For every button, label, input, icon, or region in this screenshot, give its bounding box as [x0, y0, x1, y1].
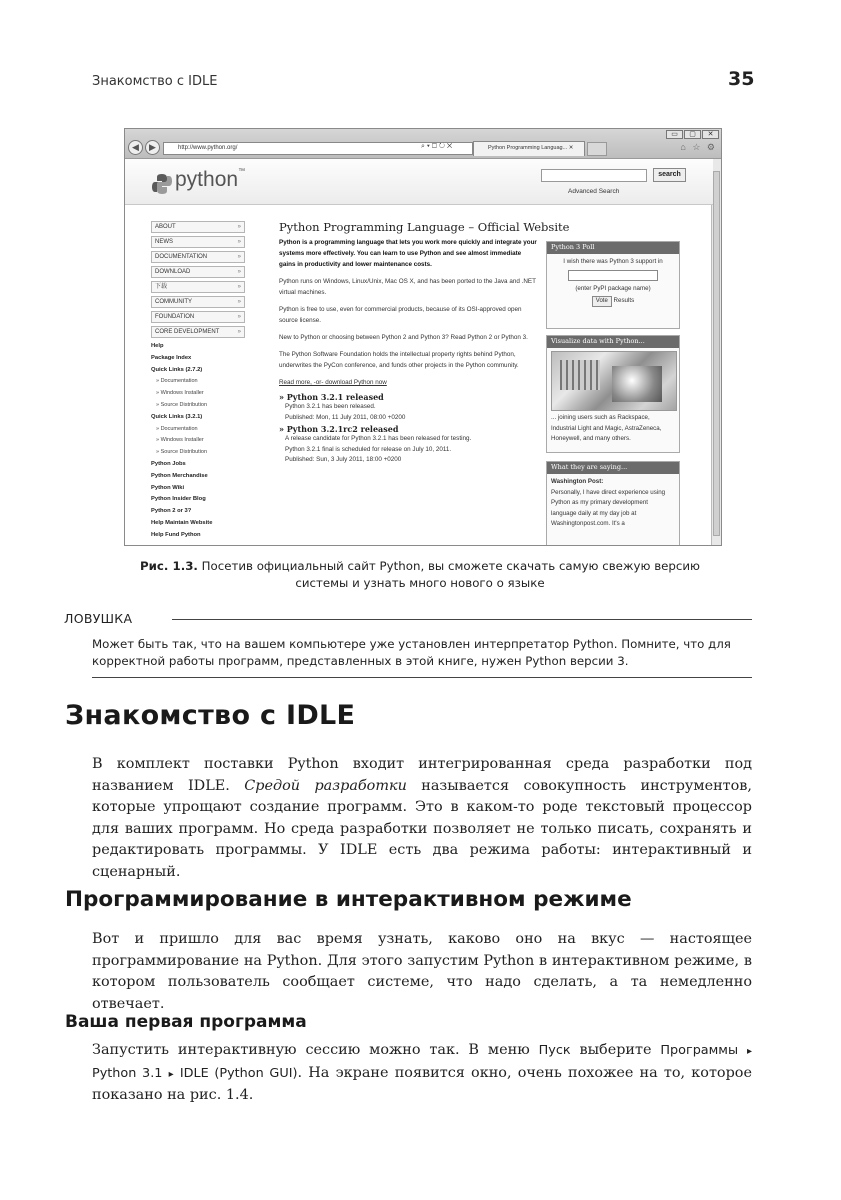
- nav-link[interactable]: Help Maintain Website: [151, 519, 213, 526]
- news-line: A release candidate for Python 3.2.1 has been released for testing.: [285, 435, 472, 442]
- forward-arrow-icon[interactable]: ▶: [145, 140, 160, 155]
- nav-box-label: 下载: [155, 284, 168, 290]
- nav-box-item[interactable]: [151, 221, 245, 233]
- nav-link[interactable]: Python 2 or 3?: [151, 508, 192, 515]
- vote-button[interactable]: Vote: [592, 296, 612, 307]
- nav-box-item[interactable]: [151, 311, 245, 323]
- address-controls[interactable]: ⌕ ▾ ▢ ↻ ✕: [421, 143, 453, 150]
- section-heading: Знакомство с IDLE: [65, 700, 356, 731]
- chevron-right-icon: »: [237, 269, 241, 275]
- nav-box-label: FOUNDATION: [155, 314, 195, 320]
- close-window-button[interactable]: ✕: [702, 130, 719, 139]
- python-logo-text[interactable]: [175, 168, 245, 192]
- menu-arrow-icon: ▸: [168, 1068, 174, 1080]
- figure-caption: [130, 558, 710, 592]
- chevron-right-icon: »: [237, 284, 241, 290]
- nav-link[interactable]: Python Wiki: [151, 484, 185, 491]
- news-line: Python 3.2.1 has been released.: [285, 403, 376, 410]
- advanced-search-link[interactable]: Advanced Search: [568, 188, 620, 195]
- poll-title: Python 3 Poll: [547, 242, 679, 254]
- caption-text: Посетив официальный сайт Python, вы сможете скачать самую свежую версию системы и узнать много нового о языке: [201, 559, 700, 590]
- address-bar[interactable]: http://www.python.org/: [163, 142, 473, 155]
- saying-text: Personally, I have direct experience using Python as my primary development language daily at my day job at Washingtonpost.com. It's a: [551, 488, 666, 527]
- maximize-button[interactable]: ▢: [684, 130, 701, 139]
- site-search-button[interactable]: search: [653, 168, 686, 182]
- browser-chrome: [125, 129, 722, 159]
- poll-input[interactable]: [568, 270, 658, 281]
- news-line: Published: Mon, 11 July 2011, 08:00 +0200: [285, 413, 406, 421]
- news-item: [279, 424, 537, 466]
- chevron-right-icon: »: [237, 239, 241, 245]
- page-number: 35: [728, 68, 755, 90]
- nav-box-label: ABOUT: [155, 224, 176, 230]
- para-text: называется совокупность инструментов, которые упрощают создание программ. Это в каком-то роде текстовый процессор для ваших программ. Но среда разработки позволяет не только писать, сохранять и редактировать программы. У IDLE есть два режима работы: интерактивный и сценарный.: [92, 777, 752, 880]
- nav-box-item[interactable]: [151, 326, 245, 338]
- nav-box-label: DOCUMENTATION: [155, 254, 208, 260]
- read-more-link[interactable]: Read more, -or- download Python now: [279, 379, 387, 386]
- site-left-nav: [151, 221, 245, 542]
- site-search-input[interactable]: [541, 169, 647, 182]
- news-line: Python 3.2.1 final is scheduled for release on July 10, 2011.: [285, 445, 452, 453]
- poll-question: I wish there was Python 3 support in: [563, 258, 663, 265]
- results-link[interactable]: Results: [613, 297, 635, 304]
- news-title[interactable]: » Python 3.2.1rc2 released: [279, 424, 399, 434]
- nav-box-label: DOWNLOAD: [155, 269, 191, 275]
- para-text: . На экране появится окно, очень похожее на то, которое показано на рис. 1.4.: [92, 1064, 752, 1103]
- para-emphasis: Средой разработки: [244, 777, 407, 794]
- visualize-text: ... joining users such as Rackspace, Industrial Light and Magic, AstraZeneca, Honeywell, and many others.: [551, 414, 662, 442]
- menu-term-python: Python 3.1: [92, 1065, 163, 1081]
- menu-term-start: Пуск: [538, 1043, 571, 1058]
- nav-link[interactable]: » Documentation: [156, 425, 198, 432]
- nav-box-item[interactable]: [151, 281, 245, 293]
- first-program-paragraph: [92, 1040, 752, 1107]
- chevron-right-icon: »: [237, 254, 241, 260]
- minimize-button[interactable]: ▭: [666, 130, 683, 139]
- news-line: Published: Sun, 3 July 2011, 18:00 +0200: [285, 456, 402, 463]
- site-paragraph: Python is free to use, even for commercial products, because of its OSI-approved open source license.: [279, 306, 522, 324]
- nav-box-label: COMMUNITY: [155, 299, 192, 305]
- site-main-column: [279, 237, 537, 466]
- site-main-title: Python Programming Language – Official Website: [279, 220, 570, 234]
- para-text: В комплект поставки Python входит интегрированная среда разработки под названием IDLE.: [92, 756, 752, 794]
- nav-link[interactable]: Python Jobs: [151, 460, 186, 467]
- chevron-right-icon: »: [237, 224, 241, 230]
- nav-box-item[interactable]: [151, 251, 245, 263]
- nav-link[interactable]: » Documentation: [156, 378, 198, 385]
- nav-box-item[interactable]: [151, 266, 245, 278]
- nav-link[interactable]: » Source Distribution: [156, 401, 208, 408]
- visualize-widget: [546, 335, 680, 453]
- visualization-image[interactable]: [551, 351, 677, 411]
- caption-label: Рис. 1.3.: [140, 559, 198, 573]
- subsection-heading: Программирование в интерактивном режиме: [65, 887, 632, 912]
- site-paragraph: Python runs on Windows, Linux/Unix, Mac OS X, and has been ported to the Java and .NET virtual machines.: [279, 278, 536, 296]
- saying-source: Washington Post:: [551, 478, 604, 485]
- logo-tm: ™: [238, 168, 246, 175]
- saying-title: What they are saying...: [547, 462, 679, 474]
- site-header: [125, 159, 713, 205]
- running-header-title: Знакомство с IDLE: [92, 74, 218, 89]
- nav-link[interactable]: Quick Links (3.2.1): [151, 413, 203, 420]
- news-item: [279, 392, 537, 423]
- chevron-right-icon: »: [237, 299, 241, 305]
- site-paragraph: The Python Software Foundation holds the intellectual property rights behind Python, underwrites the PyCon conference, and funds other projects in the Python community.: [279, 351, 519, 369]
- nav-link[interactable]: Python Insider Blog: [151, 496, 206, 503]
- poll-widget: [546, 241, 680, 329]
- menu-arrow-icon: ▸: [746, 1046, 752, 1057]
- nav-link[interactable]: Package Index: [151, 354, 192, 361]
- nav-link[interactable]: » Source Distribution: [156, 449, 208, 456]
- python-logo-icon: [151, 173, 173, 195]
- trap-divider-top: [172, 619, 752, 620]
- nav-link[interactable]: Python Merchandise: [151, 472, 208, 479]
- news-title[interactable]: » Python 3.2.1 released: [279, 392, 384, 402]
- menu-term-idle: IDLE (Python GUI): [179, 1065, 298, 1081]
- nav-link[interactable]: » Windows Installer: [156, 437, 204, 444]
- nav-box-item[interactable]: [151, 236, 245, 248]
- visualize-title: Visualize data with Python...: [547, 336, 679, 348]
- nav-box-label: NEWS: [155, 239, 173, 245]
- scrollbar-thumb[interactable]: [713, 171, 720, 536]
- site-lead: Python is a programming language that lets you work more quickly and integrate your systems more effectively. You can learn to use Python and see almost immediate gains in productivity and lower maintenance costs.: [279, 239, 537, 268]
- trap-divider-bottom: [92, 677, 752, 678]
- browser-screenshot: [124, 128, 722, 546]
- subsubsection-heading: Ваша первая программа: [65, 1012, 307, 1032]
- toolbar-icons[interactable]: ⌂ ☆ ⚙: [680, 142, 717, 152]
- vertical-scrollbar[interactable]: [711, 159, 721, 546]
- nav-link[interactable]: Help: [151, 343, 164, 349]
- logo-word: python: [175, 168, 239, 191]
- para-text: выберите: [570, 1042, 661, 1058]
- back-arrow-icon[interactable]: ◀: [128, 140, 143, 155]
- window-buttons: [666, 130, 719, 139]
- chevron-right-icon: »: [237, 314, 241, 320]
- menu-term-programs: Программы: [660, 1043, 739, 1058]
- trap-text: Может быть так, что на вашем компьютере уже установлен интерпретатор Python. Помните, что для корректной работы программ, представленных в этой книге, нужен Python версии 3.: [92, 637, 731, 668]
- new-tab-button[interactable]: [587, 142, 607, 156]
- nav-box-label: CORE DEVELOPMENT: [155, 329, 220, 335]
- poll-hint: (enter PyPI package name): [575, 284, 651, 292]
- chevron-right-icon: »: [237, 329, 241, 335]
- subsection-paragraph: Вот и пришло для вас время узнать, каково оно на вкус — настоящее программирование на Python. Для этого запустим Python в интерактивном режиме, в котором пользователь сообщает системе, что надо сделать, а та немедленно отвечает.: [92, 931, 752, 1012]
- nav-link[interactable]: Help Fund Python: [151, 531, 201, 538]
- site-paragraph: New to Python or choosing between Python 2 and Python 3? Read Python 2 or Python 3.: [279, 334, 528, 341]
- nav-box-item[interactable]: [151, 296, 245, 308]
- saying-widget: [546, 461, 680, 546]
- browser-tab[interactable]: Python Programming Languag... ✕: [473, 141, 585, 156]
- trap-label: ЛОВУШКА: [64, 611, 133, 626]
- nav-link[interactable]: » Windows Installer: [156, 390, 204, 397]
- nav-link[interactable]: Quick Links (2.7.2): [151, 366, 203, 373]
- section-paragraph: [92, 754, 752, 883]
- para-text: Запустить интерактивную сессию можно так. В меню: [92, 1042, 539, 1058]
